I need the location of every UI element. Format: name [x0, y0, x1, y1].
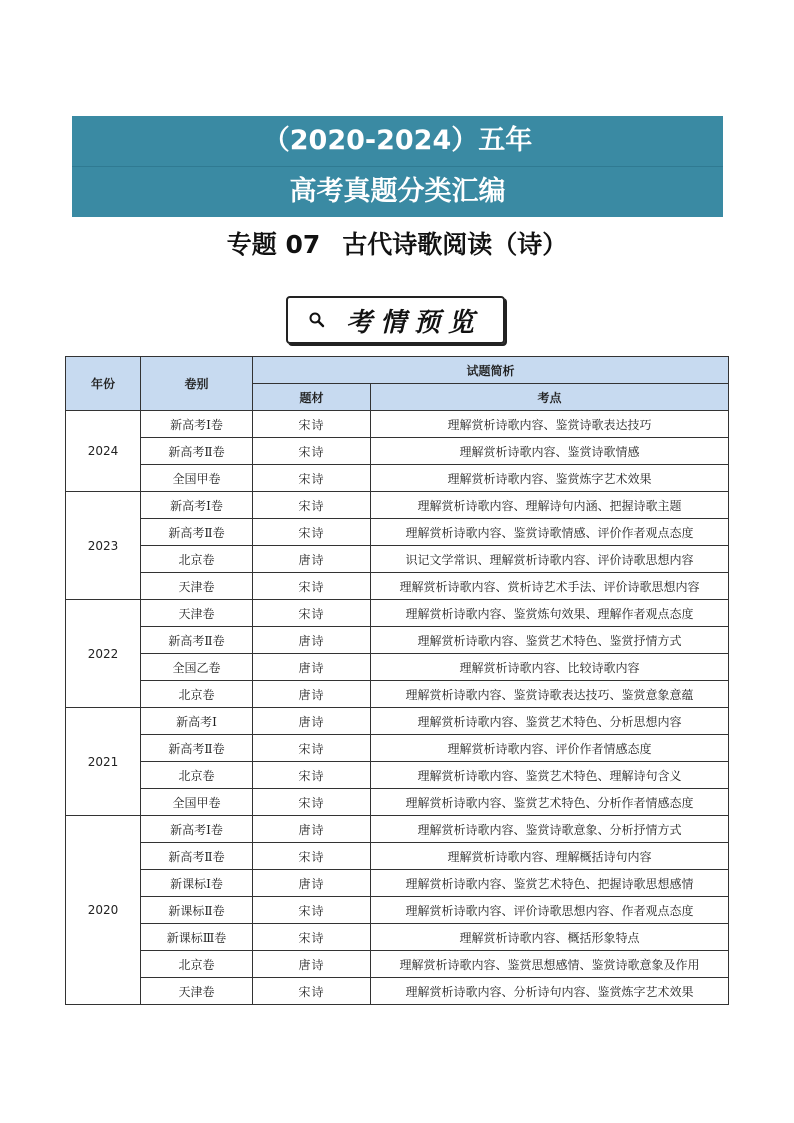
points-cell: 识记文学常识、理解赏析诗歌内容、评价诗歌思想内容	[371, 546, 729, 573]
paper-cell: 北京卷	[141, 951, 253, 978]
header-material: 题材	[253, 384, 371, 411]
table-row	[66, 627, 729, 654]
paper-cell: 全国甲卷	[141, 789, 253, 816]
paper-cell: 全国甲卷	[141, 465, 253, 492]
header-points: 考点	[371, 384, 729, 411]
material-cell: 唐诗	[253, 816, 371, 843]
table-row	[66, 735, 729, 762]
paper-cell: 新高考Ⅱ卷	[141, 438, 253, 465]
material-cell: 宋诗	[253, 411, 371, 438]
points-cell: 理解赏析诗歌内容、鉴赏诗歌情感	[371, 438, 729, 465]
table-row	[66, 816, 729, 843]
subject-name: 古代诗歌阅读（诗）	[342, 230, 568, 259]
material-cell: 宋诗	[253, 573, 371, 600]
table-row	[66, 897, 729, 924]
table-row	[66, 843, 729, 870]
points-cell: 理解赏析诗歌内容、概括形象特点	[371, 924, 729, 951]
points-cell: 理解赏析诗歌内容、赏析诗艺术手法、评价诗歌思想内容	[371, 573, 729, 600]
paper-cell: 新课标Ⅲ卷	[141, 924, 253, 951]
points-cell: 理解赏析诗歌内容、分析诗句内容、鉴赏炼字艺术效果	[371, 978, 729, 1005]
points-cell: 理解赏析诗歌内容、评价作者情感态度	[371, 735, 729, 762]
material-cell: 唐诗	[253, 708, 371, 735]
section-label-box	[286, 296, 505, 344]
material-cell: 宋诗	[253, 438, 371, 465]
exam-overview-table	[65, 356, 729, 1005]
points-cell: 理解赏析诗歌内容、鉴赏炼字艺术效果	[371, 465, 729, 492]
points-cell: 理解赏析诗歌内容、鉴赏艺术特色、分析作者情感态度	[371, 789, 729, 816]
table-row	[66, 600, 729, 627]
table-row	[66, 789, 729, 816]
material-cell: 宋诗	[253, 600, 371, 627]
material-cell: 宋诗	[253, 924, 371, 951]
material-cell: 宋诗	[253, 465, 371, 492]
title-banner	[72, 116, 723, 216]
material-cell: 宋诗	[253, 843, 371, 870]
paper-cell: 新高考Ⅰ	[141, 708, 253, 735]
table-row	[66, 465, 729, 492]
paper-cell: 新高考Ⅰ卷	[141, 816, 253, 843]
material-cell: 宋诗	[253, 978, 371, 1005]
points-cell: 理解赏析诗歌内容、评价诗歌思想内容、作者观点态度	[371, 897, 729, 924]
table-row	[66, 411, 729, 438]
paper-cell: 全国乙卷	[141, 654, 253, 681]
points-cell: 理解赏析诗歌内容、理解概括诗句内容	[371, 843, 729, 870]
paper-cell: 新高考Ⅰ卷	[141, 492, 253, 519]
points-cell: 理解赏析诗歌内容、理解诗句内涵、把握诗歌主题	[371, 492, 729, 519]
paper-cell: 北京卷	[141, 546, 253, 573]
points-cell: 理解赏析诗歌内容、比较诗歌内容	[371, 654, 729, 681]
year-cell: 2022	[66, 600, 141, 708]
subject-number: 专题 07	[226, 230, 321, 259]
table-row	[66, 681, 729, 708]
year-cell: 2023	[66, 492, 141, 600]
table-row	[66, 546, 729, 573]
paper-cell: 天津卷	[141, 573, 253, 600]
material-cell: 宋诗	[253, 762, 371, 789]
material-cell: 唐诗	[253, 681, 371, 708]
paper-cell: 新高考Ⅱ卷	[141, 627, 253, 654]
year-cell: 2021	[66, 708, 141, 816]
table-header-row	[66, 357, 729, 384]
material-cell: 唐诗	[253, 546, 371, 573]
points-cell: 理解赏析诗歌内容、鉴赏诗歌表达技巧	[371, 411, 729, 438]
paper-cell: 新高考Ⅱ卷	[141, 735, 253, 762]
paper-cell: 新高考Ⅱ卷	[141, 843, 253, 870]
points-cell: 理解赏析诗歌内容、鉴赏炼句效果、理解作者观点态度	[371, 600, 729, 627]
banner-year-range: （2020-2024）五年	[72, 116, 723, 167]
paper-cell: 新课标Ⅰ卷	[141, 870, 253, 897]
points-cell: 理解赏析诗歌内容、鉴赏艺术特色、理解诗句含义	[371, 762, 729, 789]
table-row	[66, 978, 729, 1005]
paper-cell: 天津卷	[141, 600, 253, 627]
table-row	[66, 762, 729, 789]
table-row	[66, 870, 729, 897]
paper-cell: 新高考Ⅱ卷	[141, 519, 253, 546]
material-cell: 宋诗	[253, 789, 371, 816]
paper-cell: 新高考Ⅰ卷	[141, 411, 253, 438]
material-cell: 唐诗	[253, 951, 371, 978]
paper-cell: 北京卷	[141, 681, 253, 708]
banner-title: 高考真题分类汇编	[72, 167, 723, 217]
table-row	[66, 438, 729, 465]
table-row	[66, 519, 729, 546]
material-cell: 宋诗	[253, 735, 371, 762]
table-row	[66, 924, 729, 951]
points-cell: 理解赏析诗歌内容、鉴赏诗歌表达技巧、鉴赏意象意蕴	[371, 681, 729, 708]
table-row	[66, 573, 729, 600]
paper-cell: 新课标Ⅱ卷	[141, 897, 253, 924]
points-cell: 理解赏析诗歌内容、鉴赏诗歌情感、评价作者观点态度	[371, 519, 729, 546]
points-cell: 理解赏析诗歌内容、鉴赏艺术特色、把握诗歌思想感情	[371, 870, 729, 897]
header-year: 年份	[66, 357, 141, 411]
subject-heading	[0, 225, 794, 261]
material-cell: 宋诗	[253, 492, 371, 519]
points-cell: 理解赏析诗歌内容、鉴赏艺术特色、分析思想内容	[371, 708, 729, 735]
paper-cell: 天津卷	[141, 978, 253, 1005]
points-cell: 理解赏析诗歌内容、鉴赏艺术特色、鉴赏抒情方式	[371, 627, 729, 654]
year-cell: 2020	[66, 816, 141, 1005]
points-cell: 理解赏析诗歌内容、鉴赏诗歌意象、分析抒情方式	[371, 816, 729, 843]
material-cell: 宋诗	[253, 519, 371, 546]
material-cell: 唐诗	[253, 870, 371, 897]
year-cell: 2024	[66, 411, 141, 492]
header-paper: 卷别	[141, 357, 253, 411]
search-icon	[308, 311, 336, 329]
paper-cell: 北京卷	[141, 762, 253, 789]
table-row	[66, 951, 729, 978]
section-title: 考情预览	[346, 307, 483, 338]
material-cell: 唐诗	[253, 627, 371, 654]
header-summary: 试题简析	[253, 357, 729, 384]
material-cell: 唐诗	[253, 654, 371, 681]
table-row	[66, 708, 729, 735]
points-cell: 理解赏析诗歌内容、鉴赏思想感情、鉴赏诗歌意象及作用	[371, 951, 729, 978]
table-row	[66, 654, 729, 681]
material-cell: 宋诗	[253, 897, 371, 924]
table-row	[66, 492, 729, 519]
